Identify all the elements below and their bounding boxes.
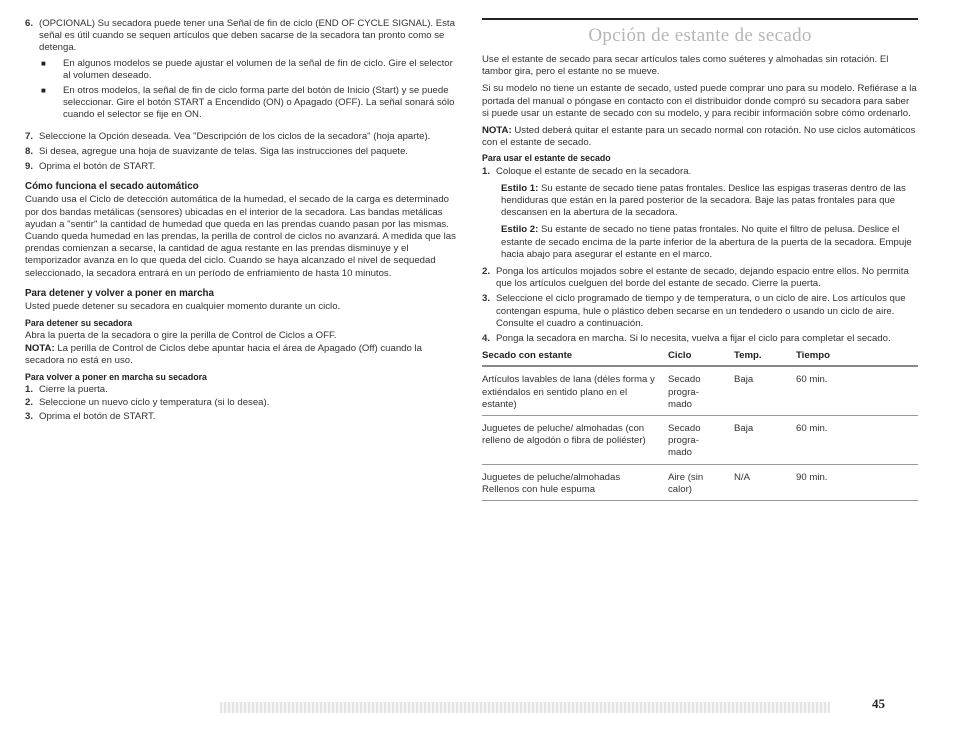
table-cell: Juguetes de peluche/ almohadas (con relleno de algodón o fibra de poliéster): [482, 416, 668, 465]
note-label: NOTA:: [482, 125, 512, 137]
style-label: Estilo 2:: [501, 224, 539, 236]
step-text: (OPCIONAL) Su secadora puede tener una Señal de fin de ciclo (END OF CYCLE SIGNAL). Esta señal es útil cuando se sequen artículos que deben sacarse de la secadora tan pronto como se detenga.: [39, 18, 455, 54]
step-text: Si desea, agregue una hoja de suavizante de telas. Siga las instrucciones del paquete.: [39, 145, 409, 157]
step-number: 4.: [482, 333, 491, 345]
table-cell: Secado progra-mado: [668, 366, 734, 415]
step-text: Ponga los artículos mojados sobre el estante de secado, dejando espacio entre ellos. No permita que los artículos cuelguen del borde del estante de secado. Cierre la puerta.: [496, 266, 909, 290]
table-header: Secado con estante: [482, 348, 668, 366]
style-text: Su estante de secado tiene patas frontales. Deslice las espigas traseras dentro de las hendiduras que están en la pared posterior de la secadora. Baje las patas frontales para que descansen en la abertura de la secadora.: [501, 182, 906, 219]
style-label: Estilo 1:: [501, 182, 539, 194]
table-cell: 60 min.: [796, 366, 918, 415]
table-cell: Artículos lavables de lana (déles forma y extiéndalos en sentido plano en el estante): [482, 366, 668, 415]
restart-step-2: [25, 397, 461, 409]
stop-heading: Para detener su secadora: [25, 318, 133, 329]
style-1: [482, 183, 918, 220]
step-number: 9.: [25, 161, 34, 173]
auto-dry-body: Cuando usa el Ciclo de detección automática de la humedad, el secado de la carga es determinado por dos bandas metálicas (sensores) ubicadas en el interior de la secadora. Las bandas metálicas ayudan a "sentir" la cantidad de humedad que queda en las prendas cuando pasan por las mismas. Cuando queda humedad en las prendas, la perilla de control de ciclos no avanzará. A medida que las prendas comienzan a secarse, la cantidad de agua restante en las prendas disminuye y el temporizador avanza en lo que queda del ciclo. Cuando se haya alcanzado el nivel de sequedad seleccionado, la secadora entrará en un período de enfriamiento de hasta 10 minutos.: [25, 194, 456, 279]
step-text: Coloque el estante de secado en la secadora.: [496, 165, 692, 177]
step-9: [25, 161, 461, 173]
square-bullet-icon: ■: [41, 58, 46, 68]
step-text: Seleccione el ciclo programado de tiempo y de temperatura, o un ciclo de aire. Los artículos que contengan espuma, hule o plástico deben secarse en un tendedero o usando un ciclo de aire. Consulte el cuadro a continuación.: [496, 293, 906, 329]
rack-step-1: [482, 166, 918, 178]
step-number: 6.: [25, 18, 34, 29]
table-row: [482, 366, 918, 415]
table-header: Temp.: [734, 348, 796, 366]
bullet-text: En otros modelos, la señal de fin de ciclo forma parte del botón de Inicio (Start) y se puede seleccionar. Gire el botón START a Encendido (ON) o Apagado (OFF). La señal sonará sólo cuando el selector se fije en ON.: [63, 85, 455, 121]
step-6: [25, 18, 461, 55]
table-cell: 90 min.: [796, 464, 918, 500]
rack-step-3: [482, 293, 918, 330]
restart-step-3: [25, 411, 461, 423]
footer-bar: [220, 702, 830, 713]
step-number: 2.: [482, 266, 491, 278]
style-2: [482, 224, 918, 261]
purchase-paragraph: Si su modelo no tiene un estante de secado, usted puede comprar uno para su modelo. Refiérase a la portada del manual o póngase en contacto con el distribuidor donde compró su secadora para saber si puede usar un estante de secado con su modelo, y para recibir información sobre cómo ordenarlo.: [482, 83, 917, 119]
table-cell: Baja: [734, 416, 796, 465]
restart-heading: Para volver a poner en marcha su secadora: [25, 372, 207, 383]
table-row: [482, 464, 918, 500]
step-text: Seleccione un nuevo ciclo y temperatura (si lo desea).: [39, 397, 270, 409]
table-row: [482, 416, 918, 465]
table-cell: Aire (sin calor): [668, 464, 734, 500]
intro-paragraph: Use el estante de secado para secar artículos tales como suéteres y almohadas sin rotación. El tambor gira, pero el estante no se mueve.: [482, 54, 889, 78]
auto-dry-heading: Cómo funciona el secado automático: [25, 181, 199, 193]
right-column: [482, 18, 918, 501]
note-text: Usted deberá quitar el estante para un secado normal con rotación. No use ciclos automáticos con el estante de secado.: [482, 125, 916, 149]
table-cell: Secado progra-mado: [668, 416, 734, 465]
bullet-start-button: [25, 85, 461, 122]
note-label: NOTA:: [25, 342, 55, 354]
step-8: [25, 146, 461, 158]
step-number: 7.: [25, 130, 34, 142]
step-text: Cierre la puerta.: [39, 384, 108, 396]
table-cell: N/A: [734, 464, 796, 500]
stop-note: [25, 343, 461, 367]
stop-body: Abra la puerta de la secadora o gire la perilla de Control de Ciclos a OFF.: [25, 330, 337, 342]
table-cell: 60 min.: [796, 416, 918, 465]
bullet-volume: [25, 58, 461, 82]
step-text: Seleccione la Opción deseada. Vea "Descripción de los ciclos de la secadora" (hoja aparte).: [39, 130, 431, 142]
step-number: 3.: [25, 410, 34, 422]
step-text: Ponga la secadora en marcha. Si lo necesita, vuelva a fijar el ciclo para completar el secado.: [496, 333, 891, 345]
rack-step-4: [482, 333, 918, 345]
note-text: La perilla de Control de Ciclos debe apuntar hacia el área de Apagado (Off) cuando la secadora no está en uso.: [25, 342, 422, 366]
square-bullet-icon: ■: [41, 86, 46, 96]
step-text: Oprima el botón de START.: [39, 161, 156, 173]
section-title: Opción de estante de secado: [588, 25, 812, 46]
table-header: Tiempo: [796, 348, 918, 366]
rack-step-2: [482, 266, 918, 290]
step-number: 1.: [482, 165, 491, 177]
rack-note: [482, 125, 918, 149]
step-text: Oprima el botón de START.: [39, 410, 156, 422]
page-number: 45: [872, 696, 885, 711]
title-rule: [482, 18, 918, 20]
table-cell: Baja: [734, 366, 796, 415]
step-7: [25, 131, 461, 143]
restart-step-1: [25, 384, 461, 396]
step-number: 2.: [25, 397, 34, 409]
table-header-row: [482, 348, 918, 366]
style-text: Su estante de secado no tiene patas frontales. No quite el filtro de pelusa. Deslice el estante de secado encima de la parte inferior de la abertura de la puerta de la secadora. Empuje hacia abajo para asegurar el estante en el marco.: [501, 224, 912, 260]
rack-drying-table: [482, 348, 918, 501]
stop-restart-body: Usted puede detener su secadora en cualquier momento durante un ciclo.: [25, 301, 341, 313]
bullet-text: En algunos modelos se puede ajustar el volumen de la señal de fin de ciclo. Gire el selector al volumen deseado.: [63, 57, 453, 81]
table-cell: Juguetes de peluche/almohadas Rellenos con hule espuma: [482, 464, 668, 500]
step-number: 1.: [25, 384, 34, 396]
stop-restart-heading: Para detener y volver a poner en marcha: [25, 287, 214, 299]
step-number: 8.: [25, 145, 34, 157]
table-header: Ciclo: [668, 348, 734, 366]
left-column: [25, 18, 461, 426]
step-number: 3.: [482, 293, 491, 305]
use-rack-heading: Para usar el estante de secado: [482, 153, 611, 164]
